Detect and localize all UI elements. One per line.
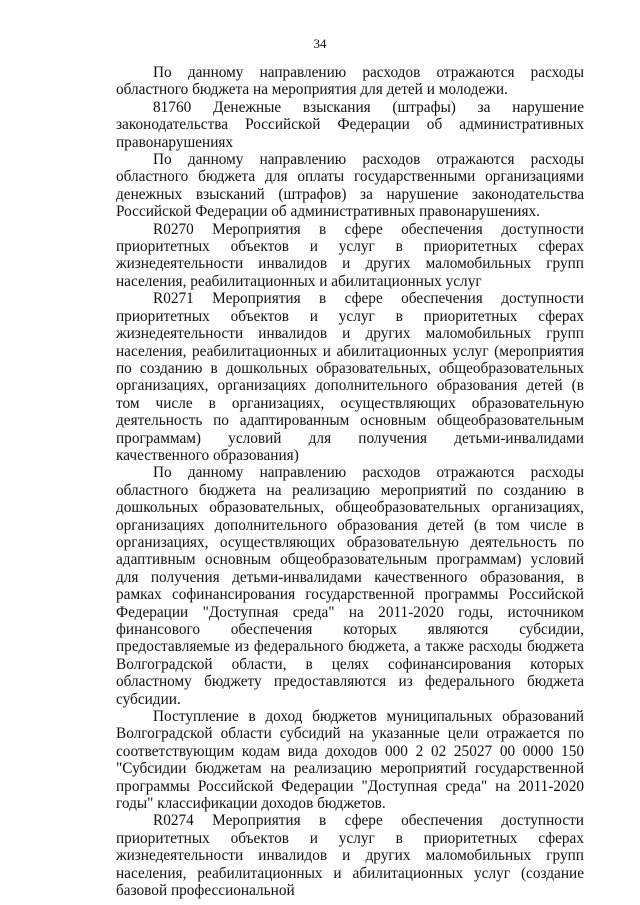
paragraph: R0270 Мероприятия в сфере обеспечения доступности приоритетных объектов и услуг в приоритетных сферах жизнедеятельности инвалидов и других маломобильных групп населения, реабилитационных и абилитационных услуг [116,220,584,290]
paragraph: R0274 Мероприятия в сфере обеспечения доступности приоритетных объектов и услуг в приоритетных сферах жизнедеятельности инвалидов и других маломобильных групп населения, реабилитационных и абилитационных услуг (создание базовой профессиональной [116,812,584,900]
paragraph: 81760 Денежные взыскания (штрафы) за нарушение законодательства Российской Федерации об административных правонарушениях [116,98,584,151]
paragraph: По данному направлению расходов отражаются расходы областного бюджета на реализацию мероприятий по созданию в дошкольных образовательных, общеобразовательных организациях, организациях дополнительного образования детей (в том числе в организациях, осуществляющих образовательную деятельность по адаптивным основным общеобразовательным программам) условий для получения детьми-инвалидами качественного образования, в рамках софинансирования государственной программы Российской Федерации "Доступная среда" на 2011-2020 годы, источником финансового обеспечения которых являются субсидии, предоставляемые из федерального бюджета, а также расходы бюджета Волгоградской области, в целях софинансирования которых областному бюджету предоставляются из федерального бюджета субсидии. [116,464,584,708]
paragraph: R0271 Мероприятия в сфере обеспечения доступности приоритетных объектов и услуг в приоритетных сферах жизнедеятельности инвалидов и других маломобильных групп населения, реабилитационных и абилитационных услуг (мероприятия по созданию в дошкольных образовательных, общеобразовательных организациях, организациях дополнительного образования детей (в том числе в организациях, осуществляющих образовательную деятельность по адаптированным основным общеобразовательным программам) условий для получения детьми-инвалидами качественного образования) [116,290,584,464]
paragraph: По данному направлению расходов отражаются расходы областного бюджета на мероприятия для детей и молодежи. [116,64,584,99]
document-body [116,64,584,900]
page-number: 34 [313,36,327,51]
paragraph: Поступление в доход бюджетов муниципальных образований Волгоградской области субсидий на указанные цели отражается по соответствующим кодам вида доходов 000 2 02 25027 00 0000 150 "Субсидии бюджетам на реализацию мероприятий государственной программы Российской Федерации "Доступная среда" на 2011-2020 годы" классификации доходов бюджетов. [116,708,584,813]
paragraph: По данному направлению расходов отражаются расходы областного бюджета для оплаты государственными организациями денежных взысканий (штрафов) за нарушение законодательства Российской Федерации об административных правонарушениях. [116,151,584,221]
